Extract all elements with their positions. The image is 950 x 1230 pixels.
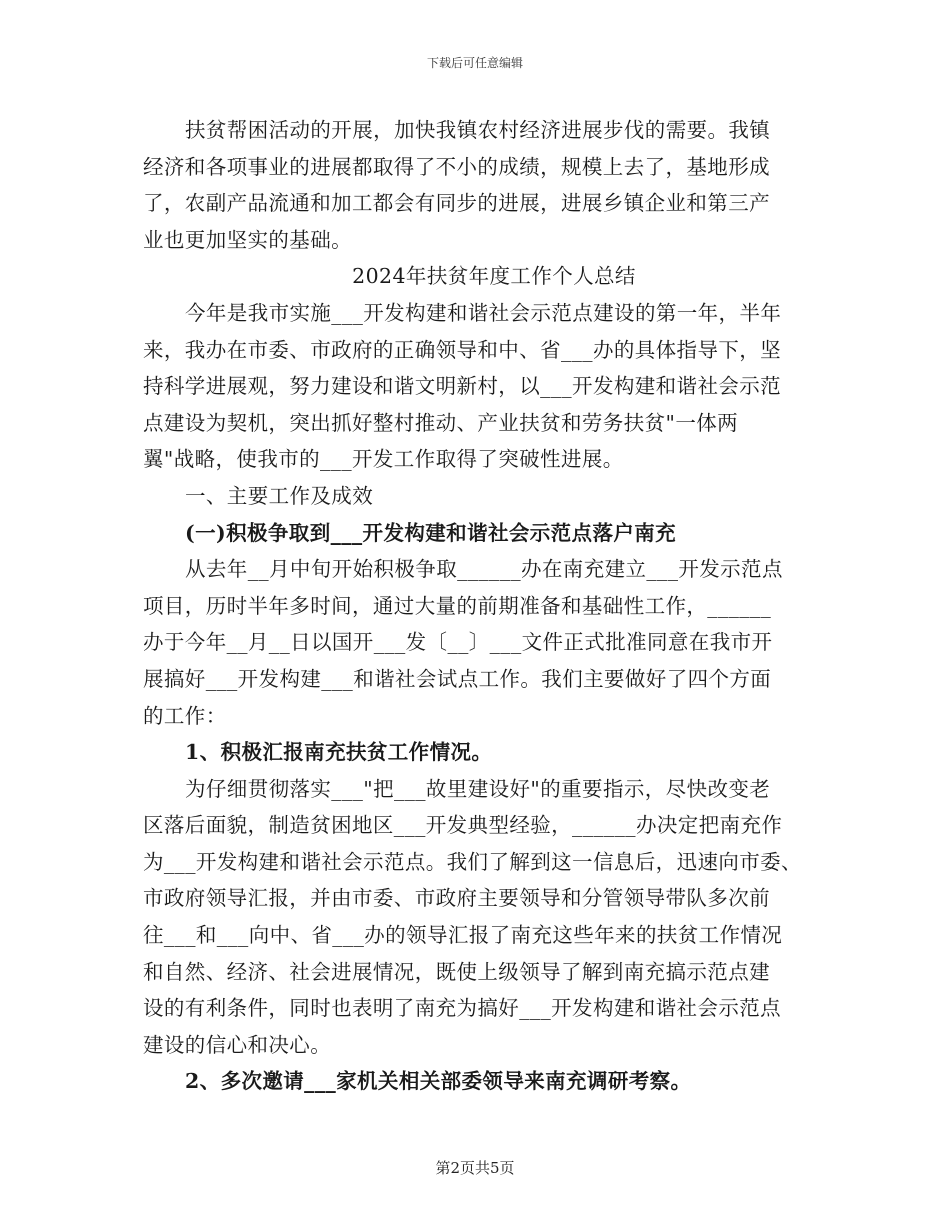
text-line: 今年是我市实施___开发构建和谐社会示范点建设的第一年，半年 <box>185 300 782 325</box>
document-title: 2024年扶贫年度工作个人总结 <box>352 264 636 289</box>
text-line: 为仔细贯彻落实___"把___故里建设好"的重要指示，尽快改变老 <box>185 776 771 801</box>
text-line: 展搞好___开发构建___和谐社会试点工作。我们主要做好了四个方面 <box>143 666 772 691</box>
text-line: 办于今年__月__日以国开___发〔__〕___文件正式批准同意在我市开 <box>143 630 773 655</box>
section-heading: 一、主要工作及成效 <box>185 483 374 508</box>
item-heading: 1、积极汇报南充扶贫工作情况。 <box>185 740 493 765</box>
text-line: 建设的信心和决心。 <box>143 1032 332 1057</box>
header-note: 下载后可任意编辑 <box>426 56 523 70</box>
text-line: 设的有利条件，同时也表明了南充为搞好___开发构建和谐社会示范点 <box>143 996 782 1021</box>
subsection-heading: (一)积极争取到___开发构建和谐社会示范点落户南充 <box>185 520 677 545</box>
text-line: 往___和___向中、省___办的领导汇报了南充这些年来的扶贫工作情况 <box>143 923 783 948</box>
text-line: 来，我办在市委、市政府的正确领导和中、省___办的具体指导下，坚 <box>143 337 782 362</box>
text-line: 了，农副产品流通和加工都会有同步的进展，进展乡镇企业和第三产 <box>143 191 770 216</box>
text-line: 从去年__月中旬开始积极争取______办在南充建立___开发示范点 <box>185 557 783 582</box>
text-line: 区落后面貌，制造贫困地区___开发典型经验，______办决定把南充作 <box>143 813 783 838</box>
text-line: 翼"战略，使我市的___开发工作取得了突破性进展。 <box>143 447 624 472</box>
item-heading: 2、多次邀请___家机关相关部委领导来南充调研考察。 <box>185 1069 692 1094</box>
text-line: 市政府领导汇报，并由市委、市政府主要领导和分管领导带队多次前 <box>143 886 770 911</box>
page-number: 第2页共5页 <box>435 1159 515 1177</box>
text-line: 扶贫帮困活动的开展，加快我镇农村经济进展步伐的需要。我镇 <box>185 118 771 142</box>
text-line: 经济和各项事业的进展都取得了不小的成绩，规模上去了，基地形成 <box>143 154 770 179</box>
text-line: 和自然、经济、社会进展情况，既使上级领导了解到南充搞示范点建 <box>143 959 770 984</box>
text-line: 点建设为契机，突出抓好整村推动、产业扶贫和劳务扶贫"一体两 <box>143 410 739 435</box>
document-body <box>143 112 815 1100</box>
text-line: 项目，历时半年多时间，通过大量的前期准备和基础性工作，______ <box>143 593 772 618</box>
text-line: 为___开发构建和谐社会示范点。我们了解到这一信息后，迅速向市委、 <box>143 849 802 874</box>
text-line: 持科学进展观，努力建设和谐文明新村，以___开发构建和谐社会示范 <box>143 374 782 399</box>
text-line: 的工作： <box>143 703 227 728</box>
text-line: 业也更加坚实的基础。 <box>143 227 352 252</box>
